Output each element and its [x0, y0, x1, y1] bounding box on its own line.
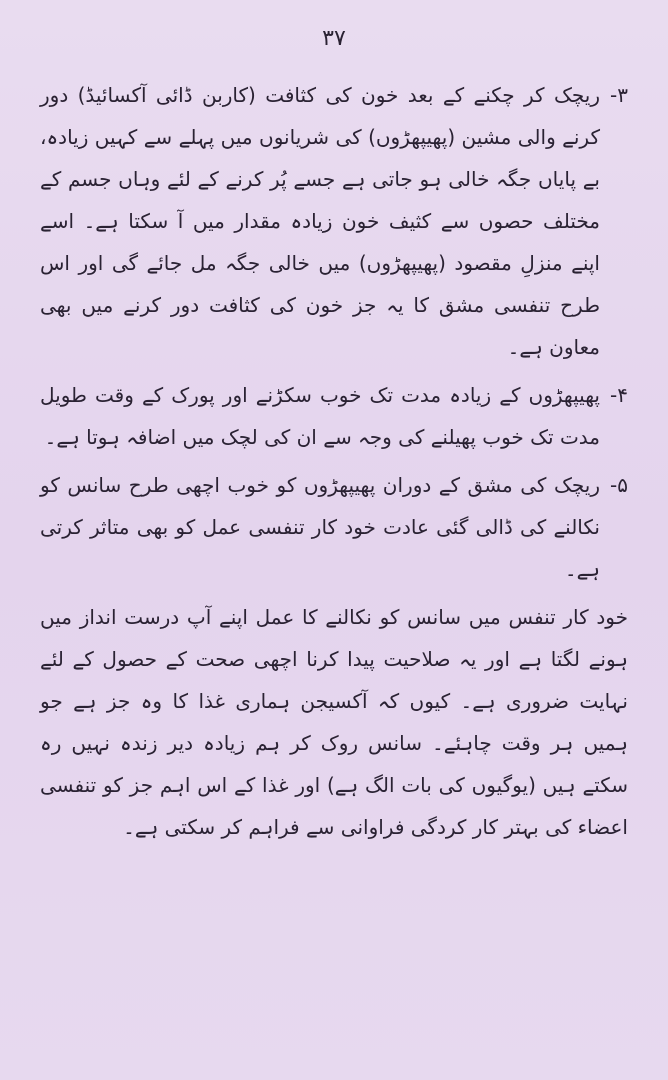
list-item: [40, 74, 628, 374]
list-item: [40, 464, 628, 596]
page-text: [40, 74, 628, 854]
item-number: ۳-: [610, 83, 628, 107]
item-text: پھیپھڑوں کے زیادہ مدت تک خوب سکڑنے اور پورک کے وقت طویل مدت تک خوب پھیلنے کی وجہ سے ان کی لچک میں اضافہ ہوتا ہے۔: [40, 383, 600, 449]
page-number: ۳۷: [322, 26, 346, 51]
closing-paragraph: خود کار تنفس میں سانس کو نکالنے کا عمل اپنے آپ درست انداز میں ہونے لگتا ہے اور یہ صلاحیت پیدا کرنا اچھی صحت کے حصول کے لئے نہایت ضروری ہے۔ کیوں کہ آکسیجن ہماری غذا کا وہ جز ہے جو ہمیں ہر وقت چاہئے۔ سانس روک کر ہم زیادہ دیر زندہ نہیں رہ سکتے ہیں (یوگیوں کی بات الگ ہے) اور غذا کے اس اہم جز کو تنفسی اعضاء کی بہتر کار کردگی فراوانی سے فراہم کر سکتی ہے۔: [40, 605, 628, 839]
item-number: ۴-: [610, 383, 628, 407]
item-text: ریچک کی مشق کے دوران پھیپھڑوں کو خوب اچھی طرح سانس کو نکالنے کی ڈالی گئی عادت خود کار تنفسی عمل کو بھی متاثر کرتی ہے۔: [40, 473, 600, 581]
item-number: ۵-: [610, 473, 628, 497]
item-text: ریچک کر چکنے کے بعد خون کی کثافت (کاربن ڈائی آکسائیڈ) دور کرنے والی مشین (پھیپھڑوں) کی شریانوں میں پہلے سے کہیں زیادہ، بے پایاں جگہ خالی ہو جاتی ہے جسے پُر کرنے کے لئے وہاں جسم کے مختلف حصوں سے کثیف خون زیادہ مقدار میں آ سکتا ہے۔ اسے اپنے منزلِ مقصود (پھیپھڑوں) میں خالی جگہ مل جائے گی اور اس طرح تنفسی مشق کا یہ جز خون کی کثافت دور کرنے میں بھی معاون ہے۔: [40, 83, 600, 359]
list-item: [40, 374, 628, 464]
